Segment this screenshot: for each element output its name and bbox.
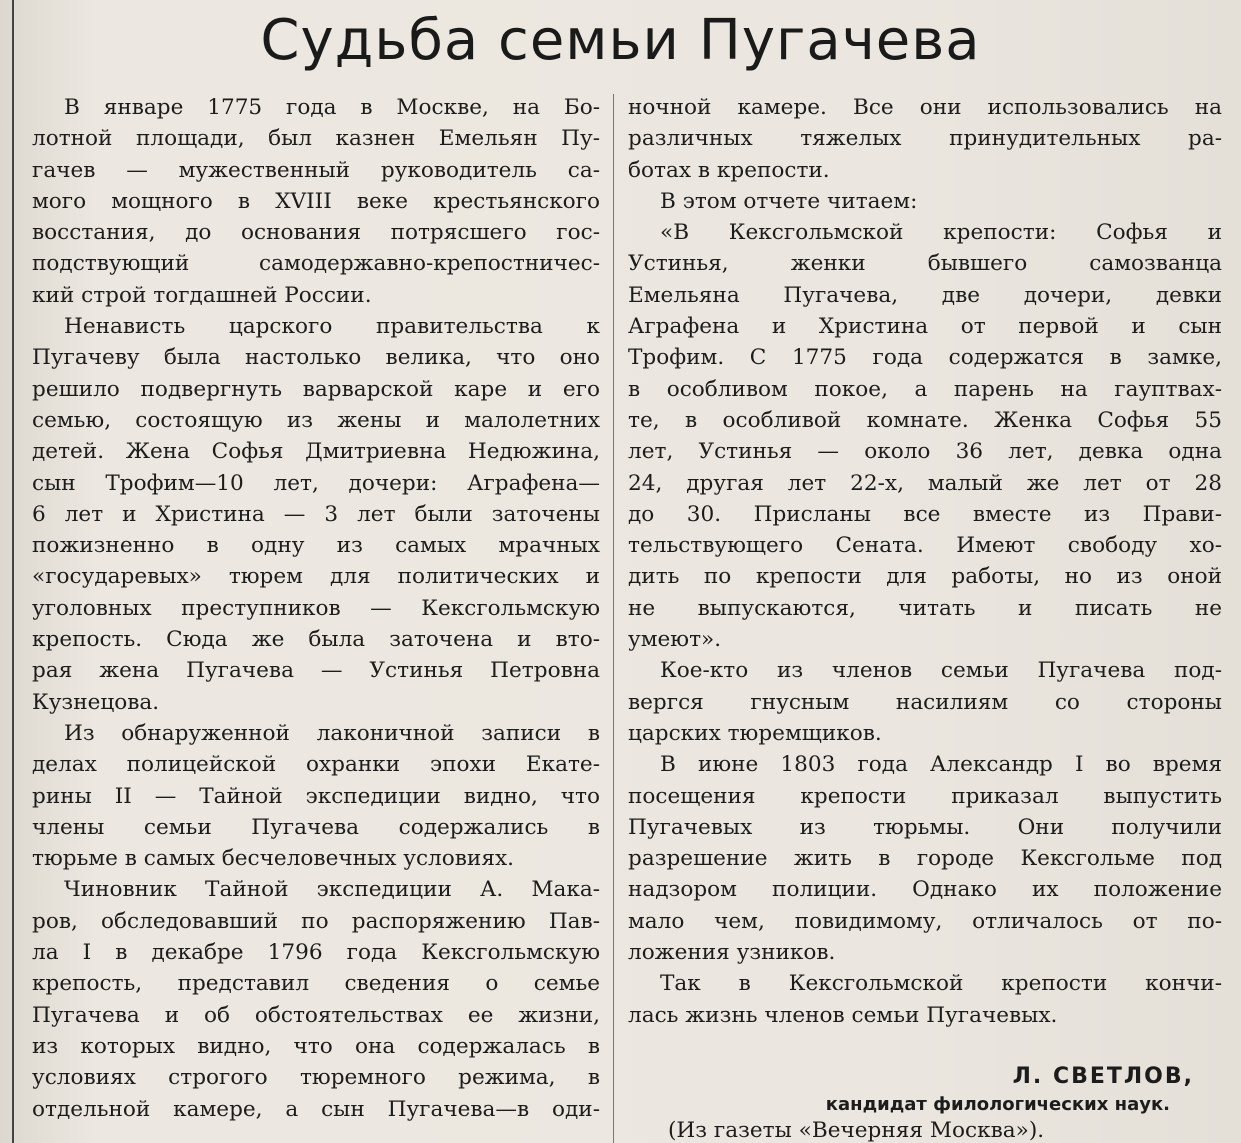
text-line: вергся гнусным насилиям со стороны	[628, 689, 1222, 715]
text-line: ложения узников.	[628, 940, 836, 966]
text-line: те, в особливой комнате. Женка Софья 55	[628, 407, 1222, 433]
text-line: члены семьи Пугачева содержались в	[32, 814, 600, 840]
text-line: надзором полиции. Однако их положение	[628, 877, 1222, 903]
text-line: мало чем, повидимому, отличалось от по-	[628, 908, 1222, 934]
text-line: различных тяжелых принудительных ра-	[628, 126, 1222, 152]
text-line: семью, состоящую из жены и малолетних	[32, 407, 600, 433]
text-line: «государевых» тюрем для политических и	[32, 564, 600, 590]
article-headline: Судьба семьи Пугачева	[260, 8, 981, 73]
text-line: отдельной камере, а сын Пугачева—в оди-	[32, 1096, 600, 1122]
author-title: кандидат филологических наук.	[825, 1094, 1170, 1115]
text-line: условиях строгого тюремного режима, в	[32, 1065, 600, 1091]
text-line: царских тюремщиков.	[628, 720, 882, 746]
text-line: дить по крепости для работы, но из оной	[628, 564, 1222, 590]
text-line: лась жизнь членов семьи Пугачевых.	[628, 1002, 1058, 1028]
text-line: Кузнецова.	[32, 689, 160, 715]
text-line: Ненависть царского правительства к	[64, 314, 600, 340]
text-line: подствующий самодержавно-крепостничес-	[32, 251, 600, 277]
text-line: ночной камере. Все они использовались на	[628, 95, 1222, 120]
text-line: ла I в декабре 1796 года Кексгольмскую	[32, 940, 600, 966]
text-line: 24, другая лет 22-х, малый же лет от 28	[628, 470, 1222, 496]
column-divider	[613, 94, 614, 1143]
text-line: умеют».	[628, 627, 722, 653]
text-line: В январе 1775 года в Москве, на Бо-	[64, 95, 600, 120]
text-line: В этом отчете читаем:	[660, 188, 918, 214]
text-line: лет, Устинья — около 36 лет, девка одна	[628, 439, 1222, 465]
text-line: гачев — мужественный руководитель са-	[32, 157, 600, 183]
text-line: Пугачевых из тюрьмы. Они получили	[628, 814, 1222, 840]
author-name: Л. СВЕТЛОВ,	[1012, 1064, 1194, 1089]
text-line: детей. Жена Софья Дмитриевна Недюжина,	[32, 439, 600, 465]
source-note: (Из газеты «Вечерняя Москва»).	[668, 1118, 1045, 1143]
text-line: Так в Кексгольмской крепости кончи-	[660, 971, 1222, 997]
text-line: мого мощного в XVIII веке крестьянского	[32, 188, 600, 214]
text-line: Устинья, женки бывшего самозванца	[628, 251, 1222, 277]
text-line: рая жена Пугачева — Устинья Петровна	[32, 658, 600, 684]
text-line: лотной площади, был казнен Емельян Пу-	[32, 126, 600, 152]
text-line: сын Трофим—10 лет, дочери: Аграфена—	[32, 470, 600, 496]
margin-rule	[12, 0, 14, 1143]
text-line: пожизненно в одну из самых мрачных	[32, 533, 600, 559]
text-line: восстания, до основания потрясшего гос-	[32, 220, 600, 246]
text-line: в особливом покое, а парень на гауптвах-	[628, 376, 1222, 402]
right-column	[628, 92, 1222, 1031]
text-line: тельствующего Сената. Имеют свободу хо-	[628, 533, 1222, 559]
text-line: Емельяна Пугачева, две дочери, девки	[628, 282, 1222, 308]
text-line: В июне 1803 года Александр I во время	[660, 752, 1222, 778]
text-line: до 30. Присланы все вместе из Прави-	[628, 501, 1222, 527]
text-line: крепость. Сюда же была заточена и вто-	[32, 627, 600, 653]
text-line: тюрьме в самых бесчеловечных условиях.	[32, 846, 514, 872]
text-line: крепость, представил сведения о семье	[32, 971, 600, 997]
text-line: уголовных преступников — Кексгольмскую	[32, 595, 600, 621]
text-line: ров, обследовавший по распоряжению Пав-	[32, 908, 600, 934]
text-line: из которых видно, что она содержалась в	[32, 1033, 600, 1059]
text-line: не выпускаются, читать и писать не	[628, 595, 1222, 621]
text-line: Чиновник Тайной экспедиции А. Мака-	[64, 877, 600, 903]
text-line: Из обнаруженной лаконичной записи в	[64, 720, 600, 746]
text-line: делах полицейской охранки эпохи Екате-	[32, 752, 600, 778]
text-line: посещения крепости приказал выпустить	[628, 783, 1222, 809]
text-line: решило подвергнуть варварской каре и его	[32, 376, 600, 402]
text-line: разрешение жить в городе Кексгольме под	[628, 846, 1222, 872]
text-line: Аграфена и Христина от первой и сын	[628, 314, 1222, 340]
text-line: Кое-кто из членов семьи Пугачева под-	[660, 658, 1222, 684]
text-line: Пугачева и об обстоятельствах ее жизни,	[32, 1002, 600, 1028]
text-line: ботах в крепости.	[628, 157, 830, 183]
left-column	[32, 92, 600, 1125]
text-line: Трофим. С 1775 года содержатся в замке,	[628, 345, 1222, 371]
text-line: кий строй тогдашней России.	[32, 282, 372, 308]
text-line: 6 лет и Христина — 3 лет были заточены	[32, 501, 600, 527]
text-line: Пугачеву была настолько велика, что оно	[32, 345, 600, 371]
text-line: «В Кексгольмской крепости: Софья и	[660, 220, 1222, 246]
text-line: рины II — Тайной экспедиции видно, что	[32, 783, 600, 809]
